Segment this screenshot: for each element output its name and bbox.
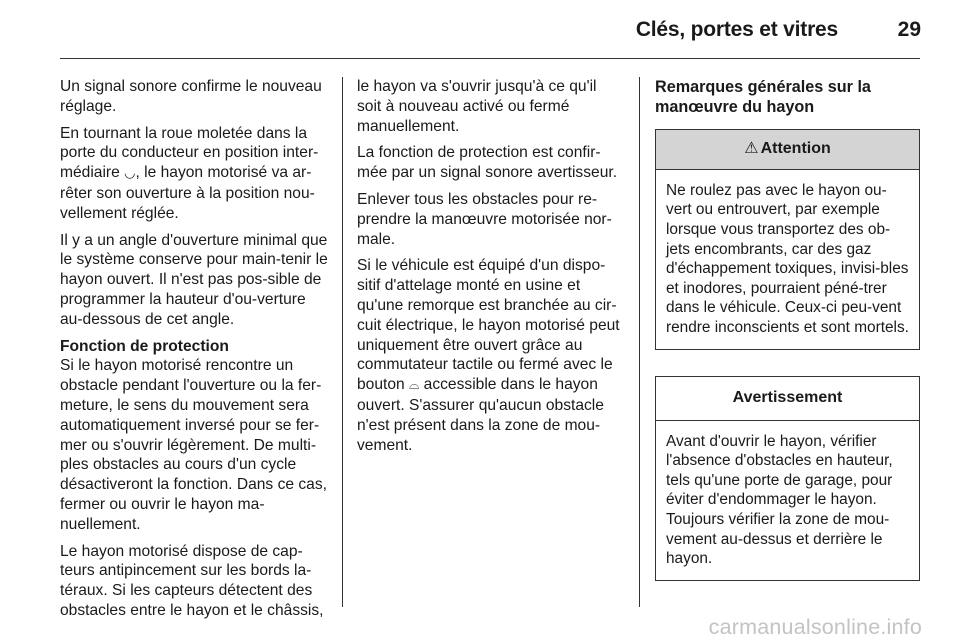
- warning-box: [655, 376, 920, 581]
- intermediate-position-icon: ◡: [124, 166, 136, 182]
- subheading-protection-function: Fonction de protection: [60, 337, 229, 355]
- watermark: carmanualsonline.info: [708, 615, 922, 639]
- paragraph-towbar-text-a: Si le véhicule est équipé d'un dispo-sitif d'attelage monté en usine et qu'une remorque est branchée au cir-cuit électrique, le hayon motorisé peut uniquement être ouvert grâce au commutateur tactile ou fermé avec le bouton: [357, 257, 620, 394]
- paragraph-knurled-wheel-text-a: En tournant la roue moletée dans la porte du conducteur en position inter-médiaire: [60, 124, 319, 182]
- paragraph-remove-obstacles: Enlever tous les obstacles pour re-prendre la manœuvre motorisée nor-male.: [357, 190, 612, 248]
- column-left: [60, 77, 328, 628]
- section-title-general-remarks: Remarques générales sur la manœuvre du hayon: [655, 78, 871, 117]
- paragraph-anti-pinch-sensors: Le hayon motorisé dispose de cap-teurs antipincement sur les bords la-téraux. Si les capteurs détectent des obstacles entre le hayon et le châssis,: [60, 542, 324, 619]
- attention-box: [655, 129, 920, 350]
- header-rule: [60, 58, 920, 59]
- page-number: 29: [897, 18, 921, 41]
- column-divider-left: [342, 77, 343, 607]
- attention-box-body: Ne roulez pas avec le hayon ou-vert ou entrouvert, par exemple lorsque vous transportez des ob-jets encombrants, car des gaz d'échappement toxiques, invisi-bles et inodores, pourraient péné-trer dans le véhicule. Ceux-ci peu-vent rendre inconscients et sont mortels.: [666, 181, 909, 336]
- column-middle: [357, 77, 623, 462]
- warning-box-header: [656, 377, 919, 421]
- paragraph-warning-chime: La fonction de protection est confir-mée par un signal sonore avertisseur.: [357, 144, 618, 182]
- paragraph-towbar-text-b: accessible dans le hayon ouvert. S'assurer qu'aucun obstacle n'est présent dans la zone de mou-vement.: [357, 376, 604, 454]
- tailgate-button-icon: ⌓: [409, 378, 420, 394]
- paragraph-knurled-wheel-text-b: , le hayon motorisé va ar-rêter son ouverture à la position nou-vellement réglée.: [60, 164, 315, 222]
- warning-triangle-icon: ⚠: [744, 140, 759, 158]
- column-divider-right: [639, 77, 640, 607]
- paragraph-towbar: [357, 256, 623, 455]
- paragraph-knurled-wheel: [60, 124, 328, 224]
- paragraph-confirm-signal: Un signal sonore confirme le nouveau réglage.: [60, 78, 322, 115]
- page-header-title: Clés, portes et vitres: [635, 18, 838, 41]
- paragraph-reopen: le hayon va s'ouvrir jusqu'à ce qu'il soit à nouveau activé ou fermé manuellement.: [357, 78, 597, 135]
- column-right: [655, 77, 920, 607]
- paragraph-minimum-angle: Il y a un angle d'ouverture minimal que le système conserve pour main-tenir le hayon ouvert. Il n'est pas pos-sible de programmer la hauteur d'ou-verture au-dessous de cet angle.: [60, 231, 328, 328]
- warning-box-body: Avant d'ouvrir le hayon, vérifier l'absence d'obstacles en hauteur, tels qu'une porte de garage, pour éviter d'endommager le hayon. Toujours vérifier la zone de mou-vement au-dessus et derrière le hayon.: [666, 432, 893, 568]
- attention-box-header: [656, 130, 919, 170]
- paragraph-obstacle-reverse: Si le hayon motorisé rencontre un obstacle pendant l'ouverture ou la fer-meture, le sens du mouvement sera automatiquement inversé pour se fer-mer ou s'ouvrir légèrement. De multi-ples obstacles au cours d'un cycle désactiveront la fonction. Dans ce cas, fermer ou ouvrir le hayon ma-nuellement.: [60, 357, 327, 533]
- attention-box-title: Attention: [760, 140, 831, 158]
- warning-box-title: Avertissement: [732, 389, 843, 407]
